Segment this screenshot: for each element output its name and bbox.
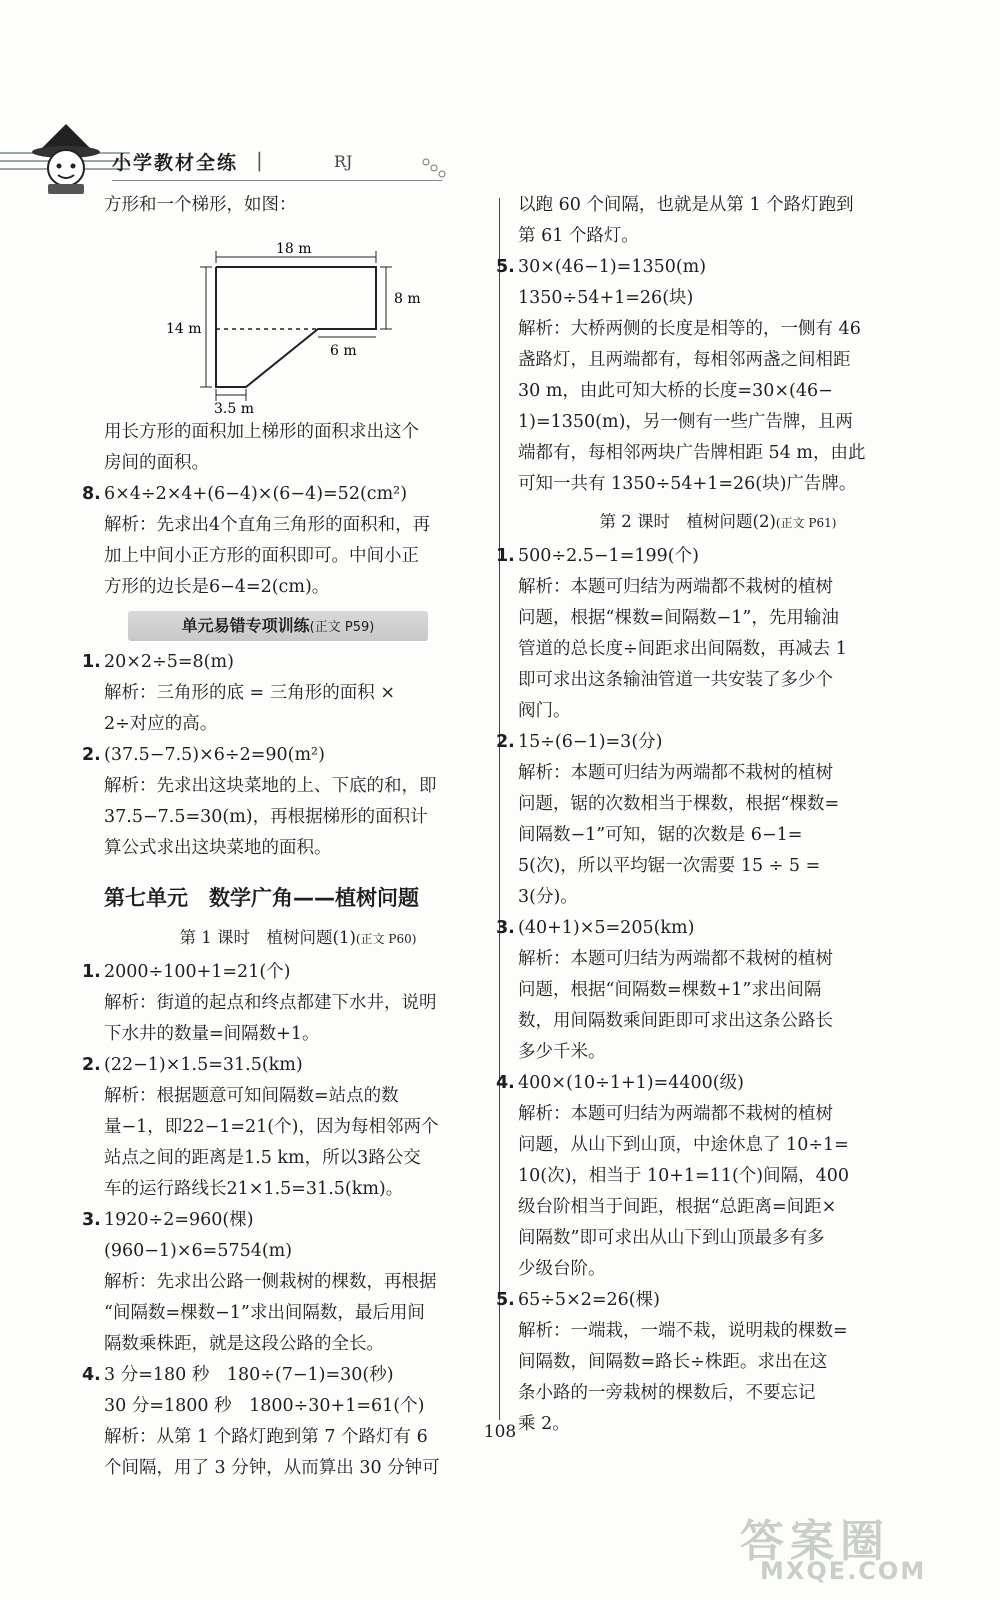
analysis-line: 解析：从第 1 个路灯跑到第 7 个路灯有 6 xyxy=(104,1427,428,1447)
header-rule xyxy=(112,180,442,181)
answer-line: 1920÷2=960(棵) xyxy=(104,1210,254,1230)
analysis-line: 解析：街道的起点和终点都建下水井，说明 xyxy=(104,993,437,1013)
analysis-line: 多少千米。 xyxy=(518,1042,606,1062)
analysis-line: 解析：大桥两侧的长度是相等的，一侧有 46 xyxy=(518,319,861,339)
analysis-line: 个间隔，用了 3 分钟，从而算出 30 分钟可 xyxy=(104,1458,440,1478)
analysis-line: 解析：本题可归结为两端都不栽树的植树 xyxy=(518,763,833,783)
label-left: 14 m xyxy=(166,321,202,337)
analysis-line: 乘 2。 xyxy=(518,1414,570,1434)
after-figure-2: 房间的面积。 xyxy=(104,453,209,473)
analysis-line: 级台阶相当于间距，根据“总距离=间距× xyxy=(518,1197,837,1217)
answer-line: 3 分=180 秒 180÷(7−1)=30(秒) xyxy=(104,1365,394,1385)
analysis-line: 2÷对应的高。 xyxy=(104,714,218,734)
lesson-title-text: 第 2 课时 植树问题(2) xyxy=(599,512,776,531)
q-number: 4. xyxy=(82,1365,101,1385)
q-number: 2. xyxy=(82,1055,101,1075)
answer-line: 15÷(6−1)=3(分) xyxy=(518,732,663,752)
q-number: 2. xyxy=(496,732,515,752)
section-banner xyxy=(128,611,428,641)
lesson-1-title xyxy=(104,922,492,955)
analysis-line: 解析：根据题意可知间隔数=站点的数 xyxy=(104,1086,399,1106)
analysis-line: 1)=1350(m)，另一侧有一些广告牌，且两 xyxy=(518,412,853,432)
continued-line: 第 61 个路灯。 xyxy=(518,226,639,246)
analysis-line: 问题，从山下到山顶，中途休息了 10÷1= xyxy=(518,1135,849,1155)
lesson-title-text: 第 1 课时 植树问题(1) xyxy=(179,928,356,947)
analysis-line: 方形的边长是6−4=2(cm)。 xyxy=(104,577,330,597)
question-8 xyxy=(82,479,492,603)
header-decor-dots-icon xyxy=(420,156,450,186)
analysis-line: 管道的总长度÷间距求出间隔数，再减去 1 xyxy=(518,639,847,659)
q-number: 5. xyxy=(496,1290,515,1310)
analysis-line: 5(次)，所以平均锯一次需要 15 ÷ 5 = xyxy=(518,856,821,876)
analysis-line: 解析：本题可归结为两端都不栽树的植树 xyxy=(518,577,833,597)
analysis-line: 少级台阶。 xyxy=(518,1259,606,1279)
q-number: 3. xyxy=(82,1210,101,1230)
analysis-line: 车的运行路线长21×1.5=31.5(km)。 xyxy=(104,1179,404,1199)
analysis-line: 盏路灯，且两端都有，每相邻两盏之间相距 xyxy=(518,350,851,370)
analysis-line: 30 m，由此可知大桥的长度=30×(46− xyxy=(518,381,833,401)
answer-line: 1350÷54+1=26(块) xyxy=(518,288,694,308)
analysis-line: 端都有，每相邻两块广告牌相距 54 m，由此 xyxy=(518,443,866,463)
answer-line: 2000÷100+1=21(个) xyxy=(104,962,291,982)
analysis-line: 解析：三角形的底 = 三角形的面积 × xyxy=(104,683,396,703)
analysis-line: 数，用间隔数乘间距即可求出这条公路长 xyxy=(518,1011,833,1031)
analysis-line: 问题，锯的次数相当于棵数，根据“棵数= xyxy=(518,794,840,814)
answer-line: 65÷5×2=26(棵) xyxy=(518,1290,660,1310)
edition-label: RJ xyxy=(334,152,353,171)
analysis-line: 37.5−7.5=30(m)，再根据梯形的面积计 xyxy=(104,807,428,827)
lesson2-question-1 xyxy=(496,541,918,727)
answer-line: 500÷2.5−1=199(个) xyxy=(518,546,699,566)
watermark-text: 答案圈 xyxy=(740,1516,890,1567)
answer-line: (960−1)×6=5754(m) xyxy=(104,1241,293,1261)
analysis-line: 间隔数，间隔数=路长÷株距。求出在这 xyxy=(518,1352,828,1372)
q-number: 1. xyxy=(496,546,515,566)
analysis-line: 解析：一端栽，一端不栽，说明栽的棵数= xyxy=(518,1321,848,1341)
analysis-line: 间隔数−1”可知，锯的次数是 6−1= xyxy=(518,825,803,845)
continued-line: 以跑 60 个间隔，也就是从第 1 个路灯跑到 xyxy=(518,195,854,215)
error-question-1 xyxy=(82,647,492,740)
lesson1-question-3 xyxy=(82,1205,492,1360)
label-right: 8 m xyxy=(394,291,421,307)
analysis-line: 算公式求出这块菜地的面积。 xyxy=(104,838,332,858)
answer-line: (22−1)×1.5=31.5(km) xyxy=(104,1055,303,1075)
analysis-line: 下水井的数量=间隔数+1。 xyxy=(104,1024,320,1044)
label-top: 18 m xyxy=(276,241,312,257)
answer-line: (37.5−7.5)×6÷2=90(m²) xyxy=(104,745,325,765)
analysis-line: 间隔数”即可求出从山下到山顶最多有多 xyxy=(518,1228,825,1248)
lesson-ref: (正文 P60) xyxy=(355,932,417,946)
answer-line: 20×2÷5=8(m) xyxy=(104,652,234,672)
analysis-line: 问题，根据“棵数=间隔数−1”，先用输油 xyxy=(518,608,839,628)
watermark-url: MXQE.COM xyxy=(760,1557,927,1585)
label-inner: 6 m xyxy=(330,343,357,359)
lesson1-question-2 xyxy=(82,1050,492,1205)
analysis-line: 解析：本题可归结为两端都不栽树的植树 xyxy=(518,1104,833,1124)
answer-line: 400×(10÷1+1)=4400(级) xyxy=(518,1073,744,1093)
left-column xyxy=(82,190,492,1484)
analysis-line: 加上中间小正方形的面积即可。中间小正 xyxy=(104,546,419,566)
analysis-line: 问题，根据“间隔数=棵数+1”求出间隔 xyxy=(518,980,822,1000)
lesson1-question-5 xyxy=(496,252,918,500)
room-diagram xyxy=(104,223,492,413)
page-header xyxy=(0,110,1000,195)
header-separator: | xyxy=(256,148,263,172)
lesson2-question-2 xyxy=(496,727,918,913)
analysis-line: 解析：先求出公路一侧栽树的棵数，再根据 xyxy=(104,1272,437,1292)
analysis-line: 阀门。 xyxy=(518,701,571,721)
lesson-2-title xyxy=(518,506,918,539)
watermark-logo xyxy=(740,1505,980,1595)
analysis-line: 站点之间的距离是1.5 km，所以3路公交 xyxy=(104,1148,421,1168)
analysis-line: 解析：先求出4个直角三角形的面积和，再 xyxy=(104,515,431,535)
analysis-line: 隔数乘株距，就是这段公路的全长。 xyxy=(104,1334,384,1354)
section-ref: (正文 P59) xyxy=(309,620,375,635)
mascot-icon xyxy=(28,122,104,196)
analysis-line: 3(分)。 xyxy=(518,887,578,907)
unit-title: 第七单元 数学广角——植树问题 xyxy=(104,886,419,910)
answer-line: 30×(46−1)=1350(m) xyxy=(518,257,707,277)
q-number: 2. xyxy=(82,745,101,765)
q-number: 1. xyxy=(82,962,101,982)
lesson2-question-4 xyxy=(496,1068,918,1285)
label-bottom: 3.5 m xyxy=(214,401,254,413)
q-number: 5. xyxy=(496,257,515,277)
analysis-line: 量−1，即22−1=21(个)，因为每相邻两个 xyxy=(104,1117,439,1137)
analysis-line: 即可求出这条输油管道一共安装了多少个 xyxy=(518,670,833,690)
after-figure-1: 用长方形的面积加上梯形的面积求出这个 xyxy=(104,422,419,442)
analysis-line: 解析：本题可归结为两端都不栽树的植树 xyxy=(518,949,833,969)
section-title: 单元易错专项训练 xyxy=(181,616,310,635)
intro-text: 方形和一个梯形，如图： xyxy=(104,195,297,215)
book-title: 小学教材全练 xyxy=(112,152,239,174)
analysis-line: 可知一共有 1350÷54+1=26(块)广告牌。 xyxy=(518,474,857,494)
analysis-line: 10(次)，相当于 10+1=11(个)间隔，400 xyxy=(518,1166,850,1186)
lesson2-question-3 xyxy=(496,913,918,1068)
analysis-line: 解析：先求出这块菜地的上、下底的和，即 xyxy=(104,776,437,796)
column-divider xyxy=(499,198,500,1420)
answer-line: (40+1)×5=205(km) xyxy=(518,918,695,938)
lesson1-question-1 xyxy=(82,957,492,1050)
room-figure xyxy=(104,223,492,413)
q-number: 1. xyxy=(82,652,101,672)
lesson-ref: (正文 P61) xyxy=(775,516,837,530)
answer-line: 6×4÷2×4+(6−4)×(6−4)=52(cm²) xyxy=(104,484,408,504)
page-number: 108 xyxy=(483,1422,517,1442)
q-number: 3. xyxy=(496,918,515,938)
q-number: 8. xyxy=(82,484,101,504)
analysis-line: 条小路的一旁栽树的棵数后，不要忘记 xyxy=(518,1383,816,1403)
q-number: 4. xyxy=(496,1073,515,1093)
analysis-line: “间隔数=棵数−1”求出间隔数，最后用间 xyxy=(104,1303,425,1323)
error-question-2 xyxy=(82,740,492,864)
answer-line: 30 分=1800 秒 1800÷30+1=61(个) xyxy=(104,1396,425,1416)
